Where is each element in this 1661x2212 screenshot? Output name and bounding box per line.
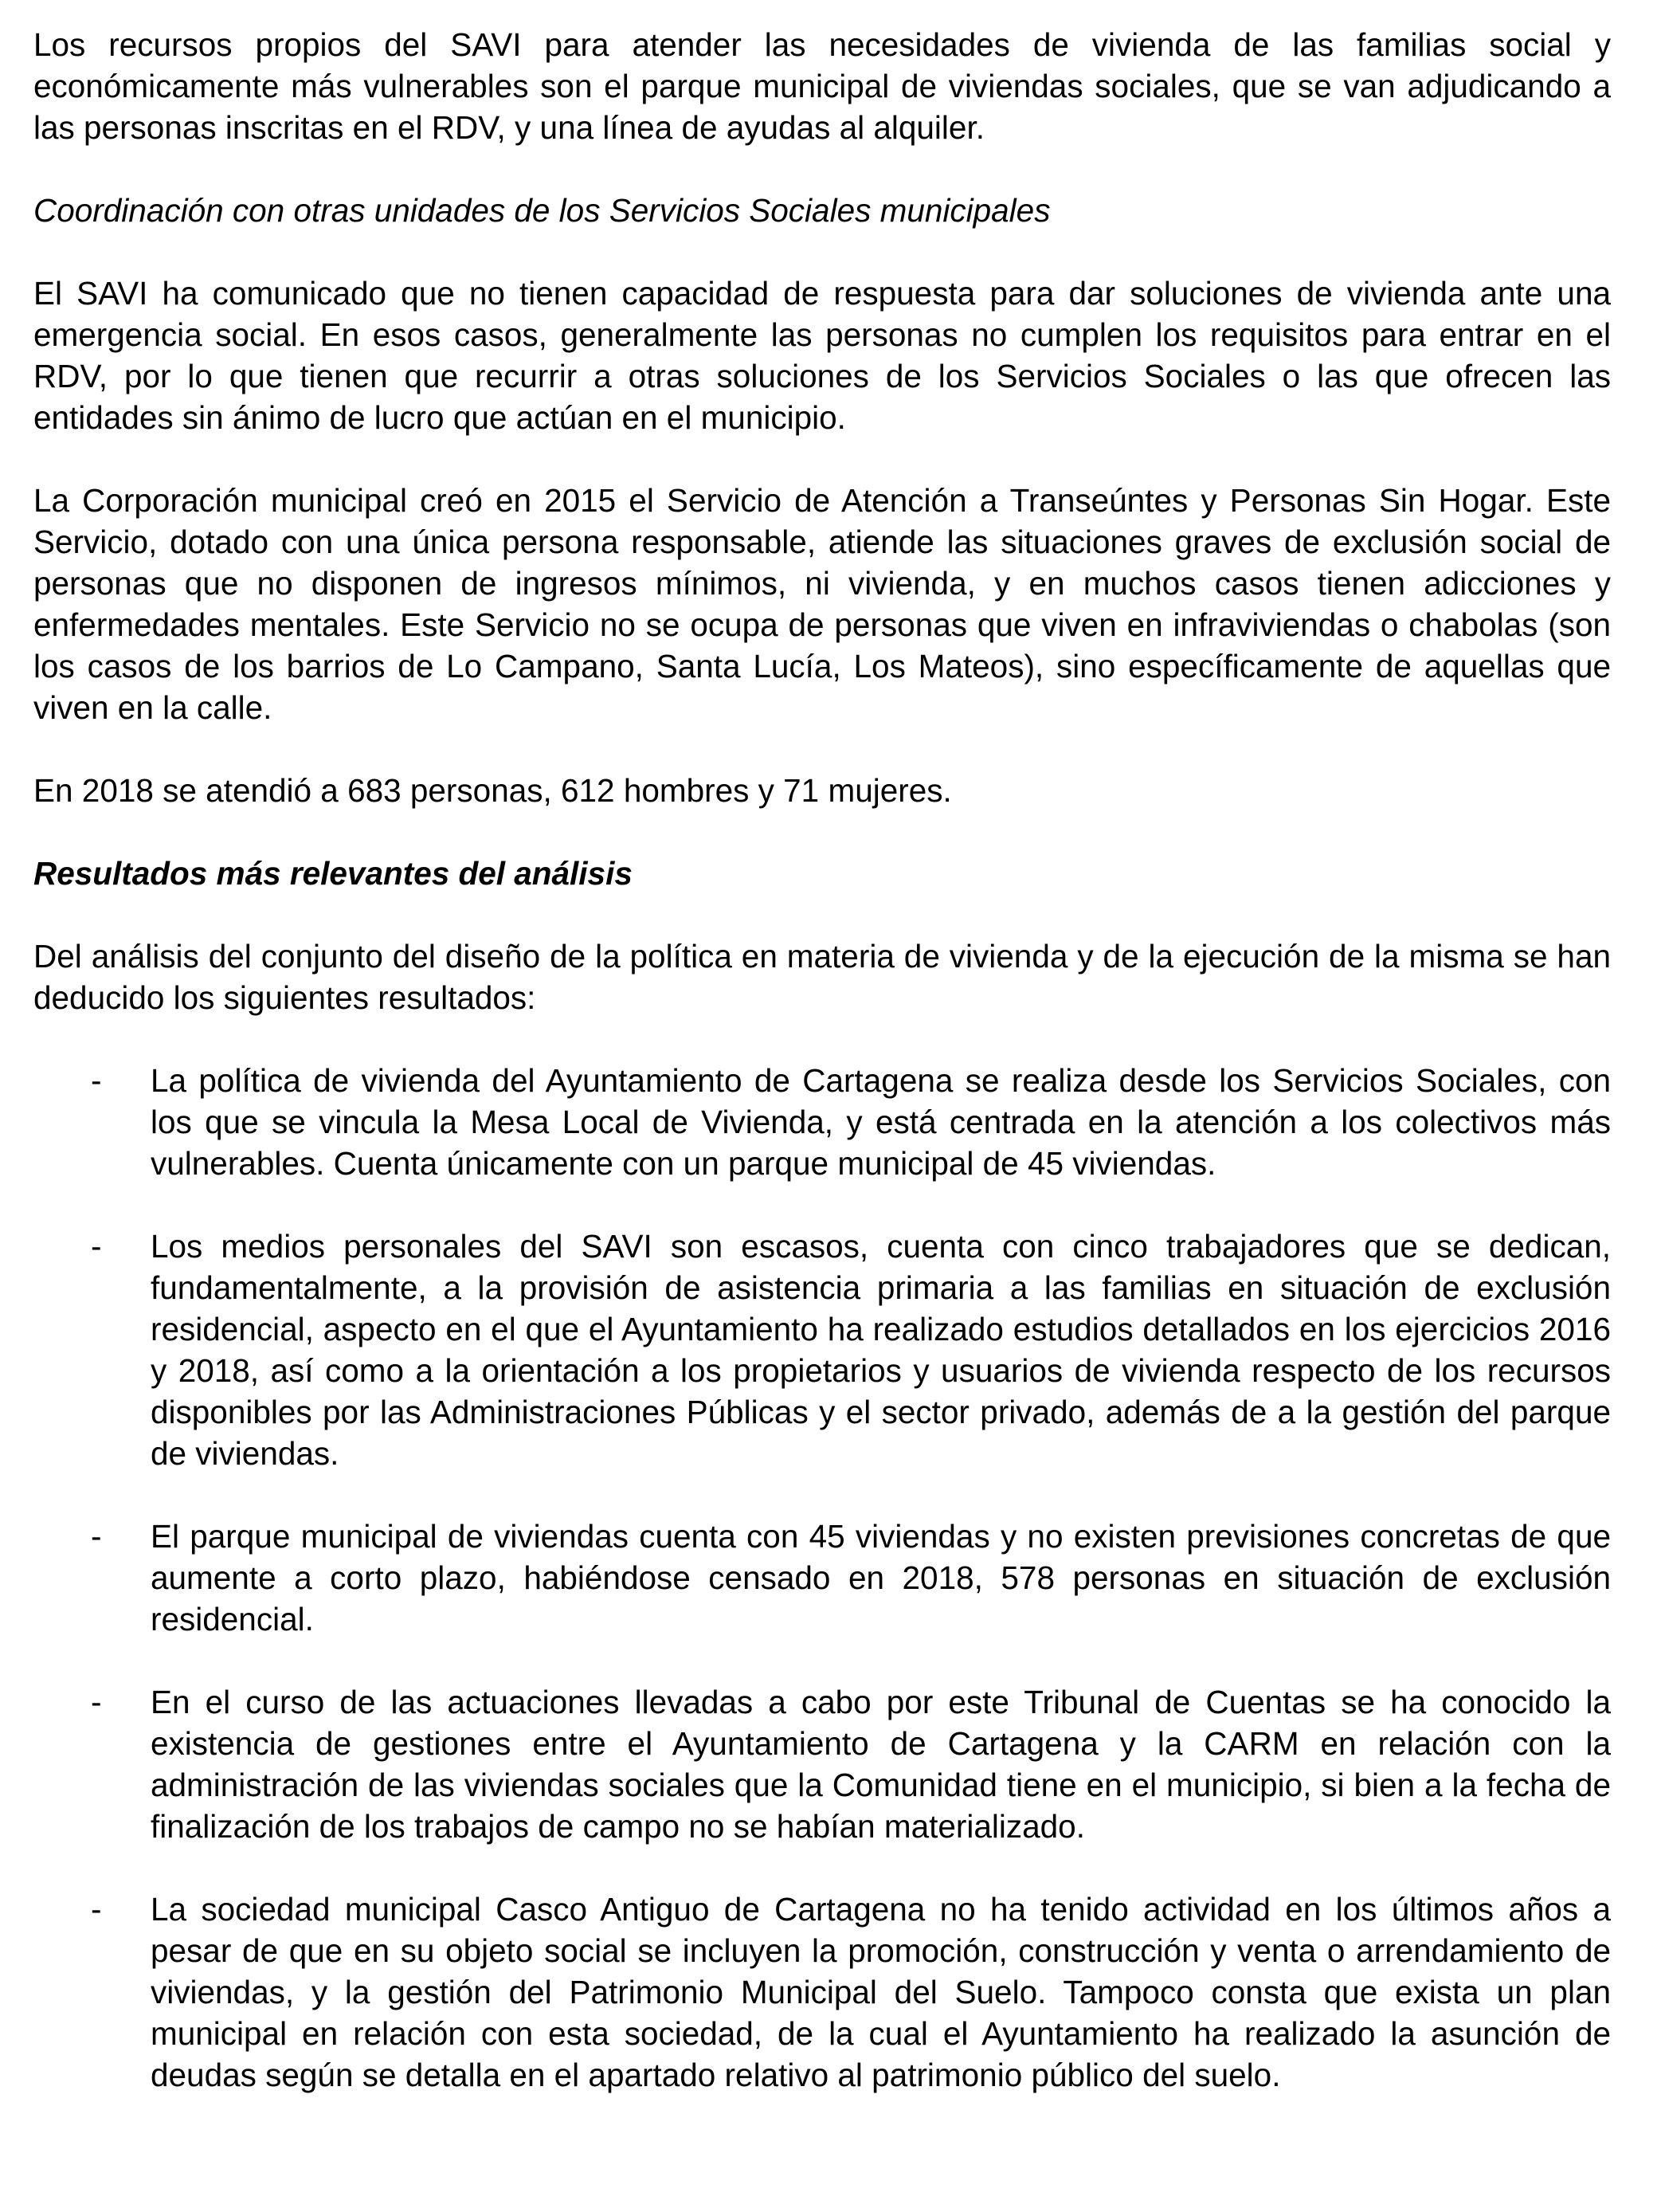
list-bullet-dash: -	[91, 1518, 102, 1555]
section-heading-coordination: Coordinación con otras unidades de los Servicios Sociales municipales	[33, 192, 1051, 229]
list-bullet-dash: -	[91, 1228, 102, 1265]
paragraph-savi-resources: Los recursos propios del SAVI para atender las necesidades de vivienda de las familias social y económicamente más vulnerables son el parque municipal de viviendas sociales, que se van adjudicando a las personas inscritas en el RDV, y una línea de ayudas al alquiler.	[33, 26, 1611, 146]
list-item	[33, 1888, 1611, 2096]
section-heading-results: Resultados más relevantes del análisis	[33, 855, 633, 892]
paragraph-emergency-response: El SAVI ha comunicado que no tienen capacidad de respuesta para dar soluciones de vivienda ante una emergencia social. En esos casos, generalmente las personas no cumplen los requisitos para entrar en el RDV, por lo que tienen que recurrir a otras soluciones de los Servicios Sociales o las que ofrecen las entidades sin ánimo de lucro que actúan en el municipio.	[33, 275, 1611, 436]
list-bullet-dash: -	[91, 1891, 102, 1928]
list-item-text: La sociedad municipal Casco Antiguo de Cartagena no ha tenido actividad en los últimos años a pesar de que en su objeto social se incluyen la promoción, construcción y venta o arrendamiento de viviendas, y la gestión del Patrimonio Municipal del Suelo. Tampoco consta que exista un plan municipal en relación con esta sociedad, de la cual el Ayuntamiento ha realizado la asunción de deudas según se detalla en el apartado relativo al patrimonio público del suelo.	[151, 1891, 1611, 2093]
list-item	[33, 1516, 1611, 1640]
results-list	[33, 1060, 1611, 2096]
list-item-text: El parque municipal de viviendas cuenta con 45 viviendas y no existen previsiones concretas de que aumente a corto plazo, habiéndose censado en 2018, 578 personas en situación de exclusión residencial.	[151, 1518, 1611, 1637]
paragraph-results-intro: Del análisis del conjunto del diseño de la política en materia de vivienda y de la ejecución de la misma se han deducido los siguientes resultados:	[33, 938, 1611, 1016]
paragraph-homeless-service: La Corporación municipal creó en 2015 el Servicio de Atención a Transeúntes y Personas Sin Hogar. Este Servicio, dotado con una única persona responsable, atiende las situaciones graves de exclusión social de personas que no disponen de ingresos mínimos, ni vivienda, y en muchos casos tienen adicciones y enfermedades mentales. Este Servicio no se ocupa de personas que viven en infraviviendas o chabolas (son los casos de los barrios de Lo Campano, Santa Lucía, Los Mateos), sino específicamente de aquellas que viven en la calle.	[33, 482, 1611, 726]
list-item	[33, 1060, 1611, 1184]
list-bullet-dash: -	[91, 1062, 102, 1099]
list-item-text: En el curso de las actuaciones llevadas a cabo por este Tribunal de Cuentas se ha conocido la existencia de gestiones entre el Ayuntamiento de Cartagena y la CARM en relación con la administración de las viviendas sociales que la Comunidad tiene en el municipio, si bien a la fecha de finalización de los trabajos de campo no se habían materializado.	[151, 1684, 1611, 1845]
list-item-text: La política de vivienda del Ayuntamiento de Cartagena se realiza desde los Servicios Sociales, con los que se vincula la Mesa Local de Vivienda, y está centrada en la atención a los colectivos más vulnerables. Cuenta únicamente con un parque municipal de 45 viviendas.	[151, 1062, 1611, 1182]
document-page	[33, 24, 1611, 2096]
list-item	[33, 1681, 1611, 1847]
list-item-text: Los medios personales del SAVI son escasos, cuenta con cinco trabajadores que se dedican, fundamentalmente, a la provisión de asistencia primaria a las familias en situación de exclusión residencial, aspecto en el que el Ayuntamiento ha realizado estudios detallados en los ejercicios 2016 y 2018, así como a la orientación a los propietarios y usuarios de vivienda respecto de los recursos disponibles por las Administraciones Públicas y el sector privado, además de a la gestión del parque de viviendas.	[151, 1228, 1611, 1472]
list-bullet-dash: -	[91, 1684, 102, 1720]
paragraph-2018-attendance: En 2018 se atendió a 683 personas, 612 hombres y 71 mujeres.	[33, 772, 952, 809]
list-item	[33, 1226, 1611, 1474]
